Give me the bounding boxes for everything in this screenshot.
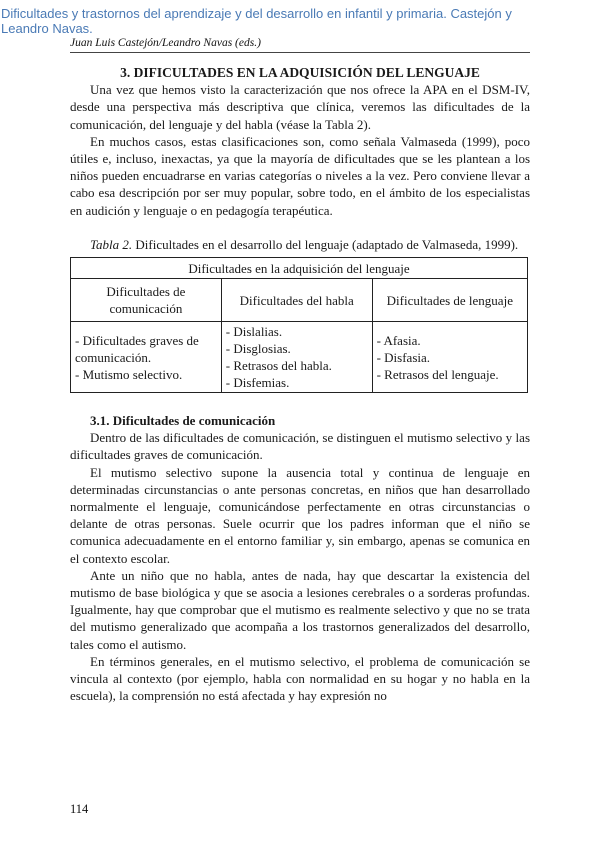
table-cell-item: - Disglosias.: [225, 341, 291, 357]
column-header-language: Dificultades de lenguaje: [372, 279, 527, 322]
paragraph: En términos generales, en el mutismo selectivo, el problema de comunicación se vincula al contexto (por ejemplo, habla con normalidad en su hogar y no habla en la escuela), la comprensión no está afectada y hay expresión no: [70, 653, 530, 704]
running-head: Juan Luis Castejón/Leandro Navas (eds.): [70, 37, 261, 49]
table-cell-item: - Afasia.: [376, 332, 421, 348]
header-rule: [70, 52, 530, 53]
subsection-title: 3.1. Dificultades de comunicación: [90, 413, 276, 429]
paragraph: Dentro de las dificultades de comunicación, se distinguen el mutismo selectivo y las dificultades graves de comunicación.: [70, 430, 530, 463]
column-header-communication: Dificultades de comunicación: [71, 279, 222, 322]
page-number: 114: [70, 802, 89, 816]
table-main-header: Dificultades en la adquisición del lenguaje: [71, 258, 528, 279]
table-caption: [70, 236, 530, 253]
table-caption-text: Dificultades en el desarrollo del lenguaje (adaptado de Valmaseda, 1999).: [132, 236, 519, 252]
paragraph: En muchos casos, estas clasificaciones son, como señala Valmaseda (1999), poco útiles e, incluso, inexactas, ya que la mayoría de dificultades que se les plantean a los niños pueden encuadrarse en varias categorías o niveles a la vez. Pero conviene llevar a cabo esa descripción por ser muy popular, sobre todo, en el ámbito de los especialistas en audición y lenguaje o en pedagogía terapéutica.: [70, 133, 530, 218]
table-caption-label: Tabla 2.: [90, 236, 133, 252]
paragraph: El mutismo selectivo supone la ausencia total y continua de lenguaje en determinadas circunstancias o ante personas concretas, en niños que han desarrollado normalmente el lenguaje, comunicándose perfectamente en otras circunstancias o delante de otras personas. Suele ocurrir que los padres informan que el niño se comunica adecuadamente en el entorno familiar y, sin embargo, apenas se comunica en el contexto escolar.: [70, 464, 530, 566]
table-cell-item: - Mutismo selectivo.: [75, 366, 183, 382]
table-cell-communication: [71, 322, 222, 393]
table-cell-item: - Dificultades graves de comunicación.: [75, 332, 199, 365]
table-cell-item: - Retrasos del lenguaje.: [376, 366, 499, 382]
table-cell-item: - Retrasos del habla.: [225, 358, 332, 374]
table-cell-item: - Dislalias.: [225, 324, 283, 340]
table-cell-item: - Disfasia.: [376, 349, 431, 365]
column-header-speech: Dificultades del habla: [221, 279, 372, 322]
section-title: 3. DIFICULTADES EN LA ADQUISICIÓN DEL LENGUAJE: [120, 65, 480, 80]
table-cell-speech: [221, 322, 372, 393]
citation-banner: Dificultades y trastornos del aprendizaje y del desarrollo en infantil y primaria. Castejón y Leandro Navas.: [1, 6, 512, 36]
paragraph: Ante un niño que no habla, antes de nada, hay que descartar la existencia del mutismo de base biológica y que se asocia a lesiones cerebrales o a sorderas profundas. Igualmente, hay que comprobar que el mutismo es realmente selectivo y que no se trata del mutismo generalizado que acompaña a los trastornos generalizados del desarrollo, tales como el autismo.: [70, 567, 530, 652]
table-cell-item: - Disfemias.: [225, 375, 290, 391]
paragraph: Una vez que hemos visto la caracterización que nos ofrece la APA en el DSM-IV, desde una perspectiva más descriptiva que clínica, veremos las dificultades de la comunicación, del lenguaje y del habla (véase la Tabla 2).: [70, 82, 530, 132]
table-cell-language: [372, 322, 527, 393]
language-difficulties-table: [70, 257, 528, 393]
page-content: [70, 64, 530, 704]
